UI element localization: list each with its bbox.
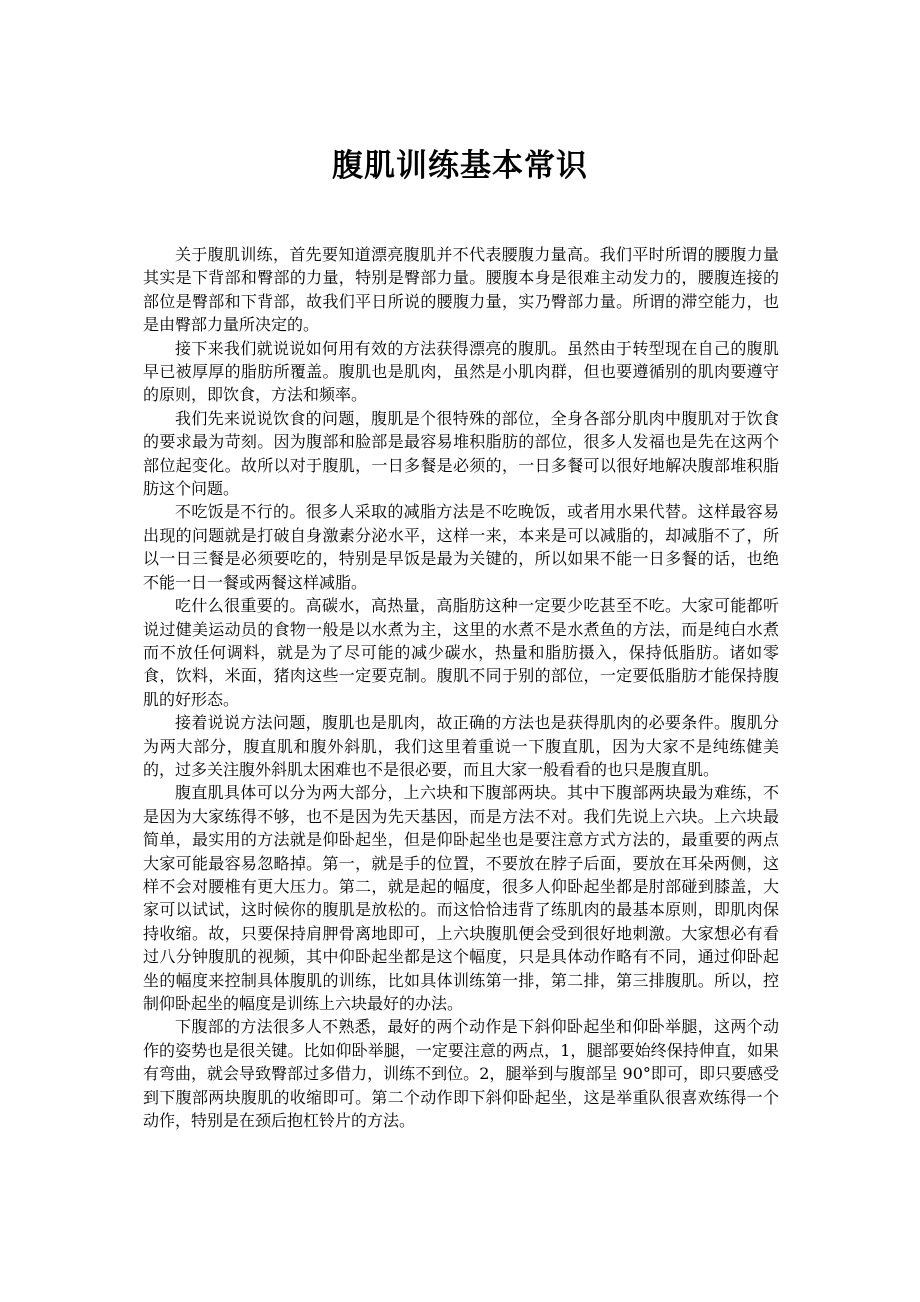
paragraph: 下腹部的方法很多人不熟悉，最好的两个动作是下斜仰卧起坐和仰卧举腿，这两个动作的姿势也是很关键。比如仰卧举腿，一定要注意的两点，1，腿部要始终保持伸直，如果有弯曲，就会导致臀部过多借力，训练不到位。2，腿举到与腹部呈 90°即可，即只要感受到下腹部两块腹肌的收缩即可。第二个动作即下斜仰卧起坐，这是举重队很喜欢练得一个动作，特别是在颈后抱杠铃片的方法。 [143, 1017, 779, 1131]
paragraph: 腹直肌具体可以分为两大部分，上六块和下腹部两块。其中下腹部两块最为难练，不是因为大家练得不够，也不是因为先天基因，而是方法不对。我们先说上六块。上六块最简单，最实用的方法就是仰卧起坐，但是仰卧起坐也是要注意方式方法的，最重要的两点大家可能最容易忽略掉。第一，就是手的位置，不要放在脖子后面，要放在耳朵两侧，这样不会对腰椎有更大压力。第二，就是起的幅度，很多人仰卧起坐都是肘部碰到膝盖，大家可以试试，这时候你的腹肌是放松的。而这恰恰违背了练肌肉的最基本原则，即肌肉保持收缩。故，只要保持肩胛骨离地即可，上六块腹肌便会受到很好地刺激。大家想必有看过八分钟腹肌的视频，其中仰卧起坐都是这个幅度，只是具体动作略有不同，通过仰卧起坐的幅度来控制具体腹肌的训练，比如具体训练第一排，第二排，第三排腹肌。所以，控制仰卧起坐的幅度是训练上六块最好的办法。 [143, 783, 779, 1013]
paragraph: 我们先来说说饮食的问题，腹肌是个很特殊的部位，全身各部分肌肉中腹肌对于饮食的要求最为苛刻。因为腹部和脸部是最容易堆积脂肪的部位，很多人发福也是先在这两个部位起变化。故所以对于腹肌，一日多餐是必须的，一日多餐可以很好地解决腹部堆积脂肪这个问题。 [143, 408, 779, 499]
document-title: 腹肌训练基本常识 [332, 148, 588, 184]
paragraph: 接下来我们就说说如何用有效的方法获得漂亮的腹肌。虽然由于转型现在自己的腹肌早已被厚厚的脂肪所覆盖。腹肌也是肌肉，虽然是小肌肉群，但也要遵循别的肌肉要遵守的原则，即饮食，方法和频率。 [143, 338, 779, 405]
paragraph: 接着说说方法问题，腹肌也是肌肉，故正确的方法也是获得肌肉的必要条件。腹肌分为两大部分，腹直肌和腹外斜肌，我们这里着重说一下腹直肌，因为大家不是纯练健美的，过多关注腹外斜肌太困难也不是很必要，而且大家一般看看的也只是腹直肌。 [143, 713, 779, 779]
paragraph: 关于腹肌训练，首先要知道漂亮腹肌并不代表腰腹力量高。我们平时所谓的腰腹力量其实是下背部和臀部的力量，特别是臀部力量。腰腹本身是很难主动发力的，腰腹连接的部位是臀部和下背部，故我们平日所说的腰腹力量，实乃臀部力量。所谓的滞空能力，也是由臀部力量所决定的。 [143, 245, 779, 335]
document-body [143, 243, 779, 1132]
paragraph: 吃什么很重要的。高碳水，高热量，高脂肪这种一定要少吃甚至不吃。大家可能都听说过健美运动员的食物一般是以水煮为主，这里的水煮不是水煮鱼的方法，而是纯白水煮而不放任何调料，就是为了尽可能的减少碳水，热量和脂肪摄入，保持低脂肪。诸如零食，饮料，米面，猪肉这些一定要克制。腹肌不同于别的部位，一定要低脂肪才能保持腹肌的好形态。 [143, 596, 779, 709]
paragraph: 不吃饭是不行的。很多人采取的减脂方法是不吃晚饭，或者用水果代替。这样最容易出现的问题就是打破自身激素分泌水平，这样一来，本来是可以减脂的，却减脂不了，所以一日三餐是必须要吃的，特别是早饭是最为关键的，所以如果不能一日多餐的话，也绝不能一日一餐或两餐这样减脂。 [143, 502, 779, 592]
